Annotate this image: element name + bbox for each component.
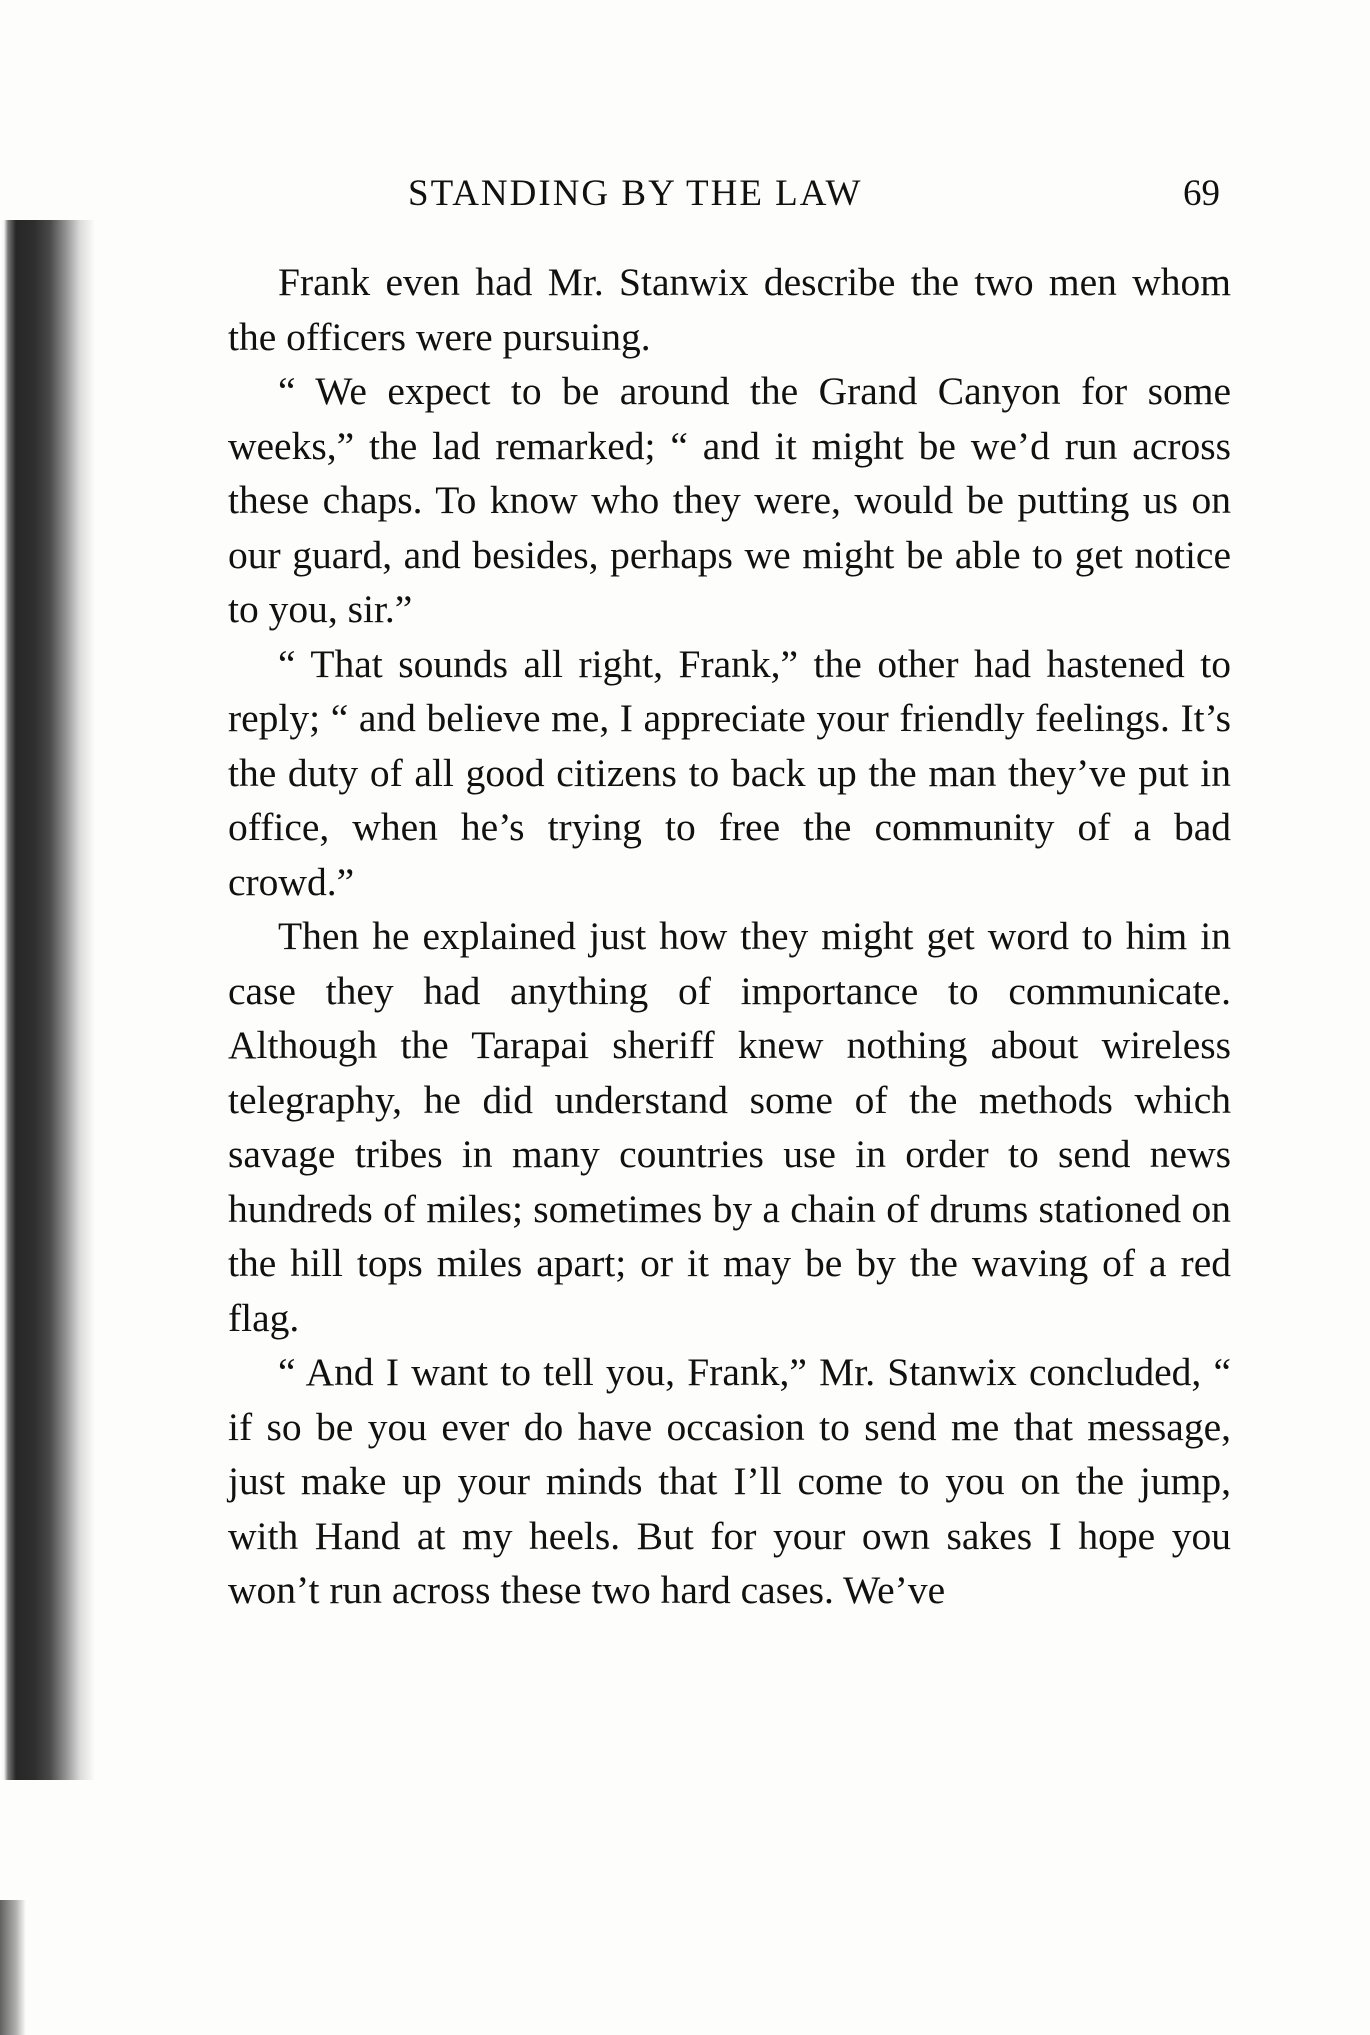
paragraph: “ And I want to tell you, Frank,” Mr. Stanwix concluded, “ if so be you ever do have occasion to send me that message, just make up your minds that I’ll come to you on the jump, with Hand at my heels. But for your own sakes I hope you won’t run across these two hard cases. We’ve bbox=[228, 1350, 1231, 1612]
scan-gutter-shadow-lower bbox=[0, 1900, 26, 2035]
paragraph: “ We expect to be around the Grand Canyon for some weeks,” the lad remarked; “ and it might be we’d run across these chaps. To know who they were, would be putting us on our guard, and besides, perhaps we might be able to get notice to you, sir.” bbox=[228, 369, 1231, 631]
scan-gutter-shadow bbox=[0, 220, 95, 1780]
paragraph: “ That sounds all right, Frank,” the other had hastened to reply; “ and believe me, I appreciate your friendly feelings. It’s the duty of all good citizens to back up the man they’ve put in office, when he’s trying to free the community of a bad crowd.” bbox=[228, 641, 1231, 904]
page-header bbox=[228, 172, 1228, 222]
body-text bbox=[228, 255, 1231, 1618]
paragraph: Then he explained just how they might get word to him in case they had anything of importance to communicate. Although the Tarapai sheriff knew nothing about wireless telegraphy, he did understand some of the methods which savage tribes in many countries use in order to send news hundreds of miles; sometimes by a chain of drums stationed on the hill tops miles apart; or it may be by the waving of a red flag. bbox=[228, 914, 1231, 1340]
paragraph: Frank even had Mr. Stanwix describe the two men whom the officers were pursuing. bbox=[228, 260, 1231, 359]
running-head: STANDING BY THE LAW bbox=[408, 173, 863, 214]
page-number: 69 bbox=[1183, 173, 1220, 214]
